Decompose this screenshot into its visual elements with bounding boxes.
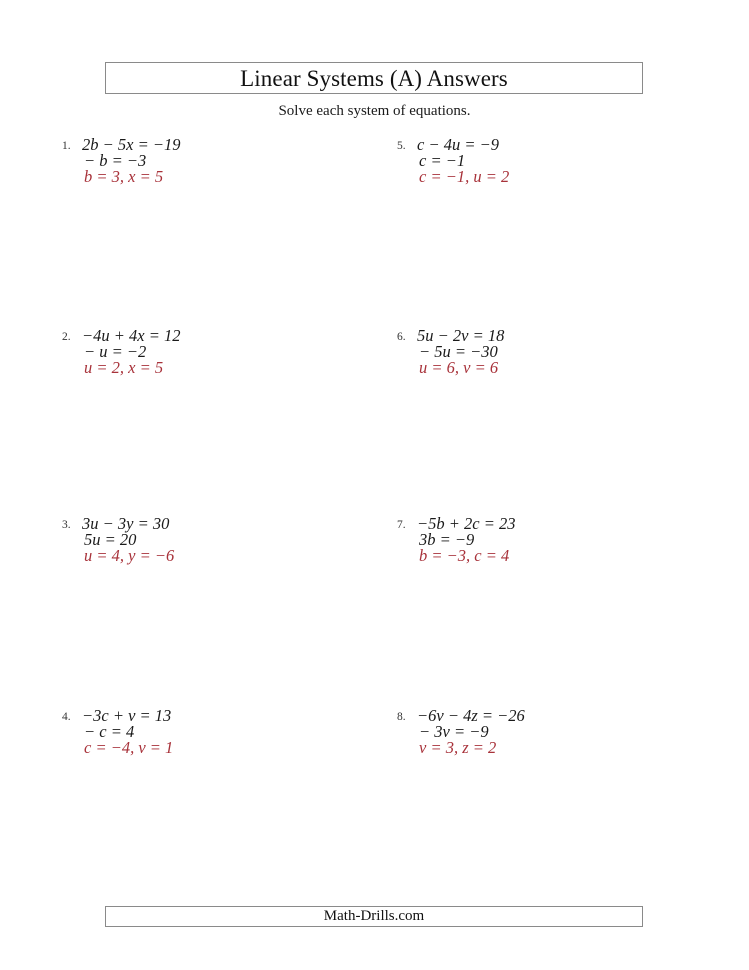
answer: u = 6, v = 6 (419, 358, 499, 377)
equation-1: c − 4u = −9 (417, 135, 499, 154)
problem-number: 3. (62, 519, 71, 531)
equation-1: −5b + 2c = 23 (417, 514, 516, 533)
problem-number: 7. (397, 519, 406, 531)
equation-1: 5u − 2v = 18 (417, 326, 505, 345)
problem-8 (397, 708, 657, 756)
answer: u = 2, x = 5 (84, 358, 164, 377)
equation-2: c = −1 (419, 151, 466, 170)
answer: b = −3, c = 4 (419, 546, 510, 565)
footer-box (105, 906, 643, 927)
problem-number: 1. (62, 140, 71, 152)
problem-number: 6. (397, 331, 406, 343)
equation-2: − c = 4 (84, 722, 135, 741)
equation-1: 2b − 5x = −19 (82, 135, 181, 154)
problem-6 (397, 328, 657, 376)
title-box (105, 62, 643, 94)
instructions: Solve each system of equations. (278, 103, 471, 119)
equation-1: −6v − 4z = −26 (417, 706, 525, 725)
problem-3 (62, 516, 322, 564)
equation-1: 3u − 3y = 30 (82, 514, 170, 533)
answer: c = −4, v = 1 (84, 738, 174, 757)
equation-2: − u = −2 (84, 342, 147, 361)
problem-2 (62, 328, 322, 376)
problem-5 (397, 137, 657, 185)
problem-number: 4. (62, 711, 71, 723)
answer: b = 3, x = 5 (84, 167, 164, 186)
problem-number: 2. (62, 331, 71, 343)
problem-7 (397, 516, 657, 564)
page-title: Linear Systems (A) Answers (240, 65, 508, 91)
problem-4 (62, 708, 322, 756)
equation-1: −3c + v = 13 (82, 706, 172, 725)
equation-2: − 3v = −9 (419, 722, 489, 741)
equation-2: − b = −3 (84, 151, 147, 170)
problem-number: 5. (397, 140, 406, 152)
problem-1 (62, 137, 322, 185)
answer: v = 3, z = 2 (419, 738, 497, 757)
problem-number: 8. (397, 711, 406, 723)
equation-1: −4u + 4x = 12 (82, 326, 181, 345)
answer: u = 4, y = −6 (84, 546, 175, 565)
footer-site-name: Math-Drills.com (323, 908, 425, 924)
equation-2: 5u = 20 (84, 530, 137, 549)
equation-2: − 5u = −30 (419, 342, 498, 361)
answer: c = −1, u = 2 (419, 167, 510, 186)
equation-2: 3b = −9 (419, 530, 475, 549)
